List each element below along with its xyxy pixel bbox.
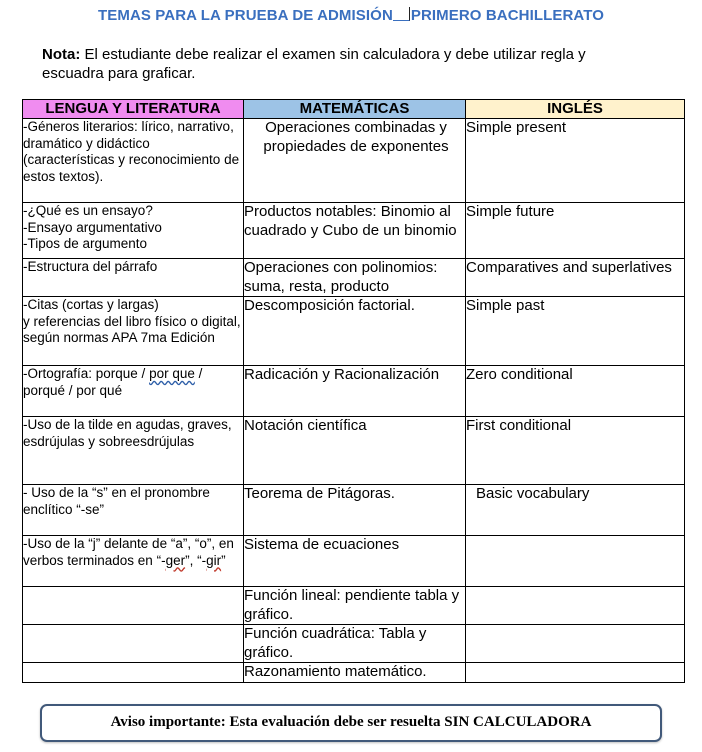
underlined-term: gir	[206, 552, 222, 568]
lengua-cell: -Estructura del párrafo	[23, 259, 244, 297]
table-row	[23, 485, 685, 536]
lengua-cell: -Citas (cortas y largas) y referencias del libro físico o digital, según normas APA 7ma Edición	[23, 297, 244, 366]
lengua-cell: -Uso de la tilde en agudas, graves, esdrújulas y sobreesdrújulas	[23, 417, 244, 485]
title-gap	[393, 7, 410, 21]
note-text: El estudiante debe realizar el examen sin calculadora y debe utilizar regla y escuadra para graficar.	[42, 46, 586, 82]
table-row	[23, 259, 685, 297]
matematicas-cell: Descomposición factorial.	[244, 297, 466, 366]
matematicas-cell: Operaciones combinadas y propiedades de exponentes	[244, 119, 466, 203]
matematicas-cell: Función cuadrática: Tabla y gráfico.	[244, 625, 466, 663]
matematicas-cell: Función lineal: pendiente tabla y gráfico.	[244, 587, 466, 625]
table-row	[23, 297, 685, 366]
underlined-term: por que	[149, 366, 195, 381]
table-row	[23, 663, 685, 683]
important-notice-box	[40, 704, 662, 742]
table-row	[23, 203, 685, 259]
lengua-cell	[23, 663, 244, 683]
ingles-cell	[466, 536, 685, 587]
title-part-2: PRIMERO BACHILLERATO	[410, 7, 604, 24]
lengua-cell	[23, 587, 244, 625]
header-matematicas: MATEMÁTICAS	[244, 100, 466, 119]
ingles-cell: Zero conditional	[466, 366, 685, 417]
table-row	[23, 119, 685, 203]
title-part-1: TEMAS PARA LA PRUEBA DE ADMISIÓN	[98, 7, 393, 24]
table-row	[23, 587, 685, 625]
note-paragraph	[42, 45, 642, 83]
matematicas-cell: Razonamiento matemático.	[244, 663, 466, 683]
matematicas-cell: Sistema de ecuaciones	[244, 536, 466, 587]
table-header-row	[23, 100, 685, 119]
lengua-cell: -Uso de la “j” delante de “a”, “o”, en verbos terminados en “-ger”, “-gir”	[23, 536, 244, 587]
ingles-cell: Simple past	[466, 297, 685, 366]
table-row	[23, 536, 685, 587]
ingles-cell: Simple future	[466, 203, 685, 259]
lengua-cell	[23, 625, 244, 663]
header-ingles: INGLÉS	[466, 100, 685, 119]
topics-table	[22, 99, 685, 683]
note-label: Nota:	[42, 46, 81, 63]
lengua-cell: -Ortografía: porque / por que / porqué / por qué	[23, 366, 244, 417]
ingles-cell	[466, 587, 685, 625]
matematicas-cell: Radicación y Racionalización	[244, 366, 466, 417]
table-row	[23, 417, 685, 485]
ingles-cell: Basic vocabulary	[466, 485, 685, 536]
matematicas-cell: Teorema de Pitágoras.	[244, 485, 466, 536]
ingles-cell: First conditional	[466, 417, 685, 485]
document-title	[0, 7, 702, 24]
lengua-cell: -Géneros literarios: lírico, narrativo, dramático y didáctico (características y reconocimiento de estos textos).	[23, 119, 244, 203]
ingles-cell: Comparatives and superlatives	[466, 259, 685, 297]
matematicas-cell: Notación científica	[244, 417, 466, 485]
ingles-cell: Simple present	[466, 119, 685, 203]
matematicas-cell: Operaciones con polinomios: suma, resta, producto	[244, 259, 466, 297]
lengua-cell: -¿Qué es un ensayo? -Ensayo argumentativo -Tipos de argumento	[23, 203, 244, 259]
underlined-term: ger	[165, 552, 186, 568]
ingles-cell	[466, 625, 685, 663]
important-notice-text: Aviso importante: Esta evaluación debe ser resuelta SIN CALCULADORA	[110, 714, 592, 730]
table-row	[23, 366, 685, 417]
lengua-cell: - Uso de la “s” en el pronombre enclítico “-se”	[23, 485, 244, 536]
matematicas-cell: Productos notables: Binomio al cuadrado y Cubo de un binomio	[244, 203, 466, 259]
table-row	[23, 625, 685, 663]
ingles-cell	[466, 663, 685, 683]
header-lengua: LENGUA Y LITERATURA	[23, 100, 244, 119]
